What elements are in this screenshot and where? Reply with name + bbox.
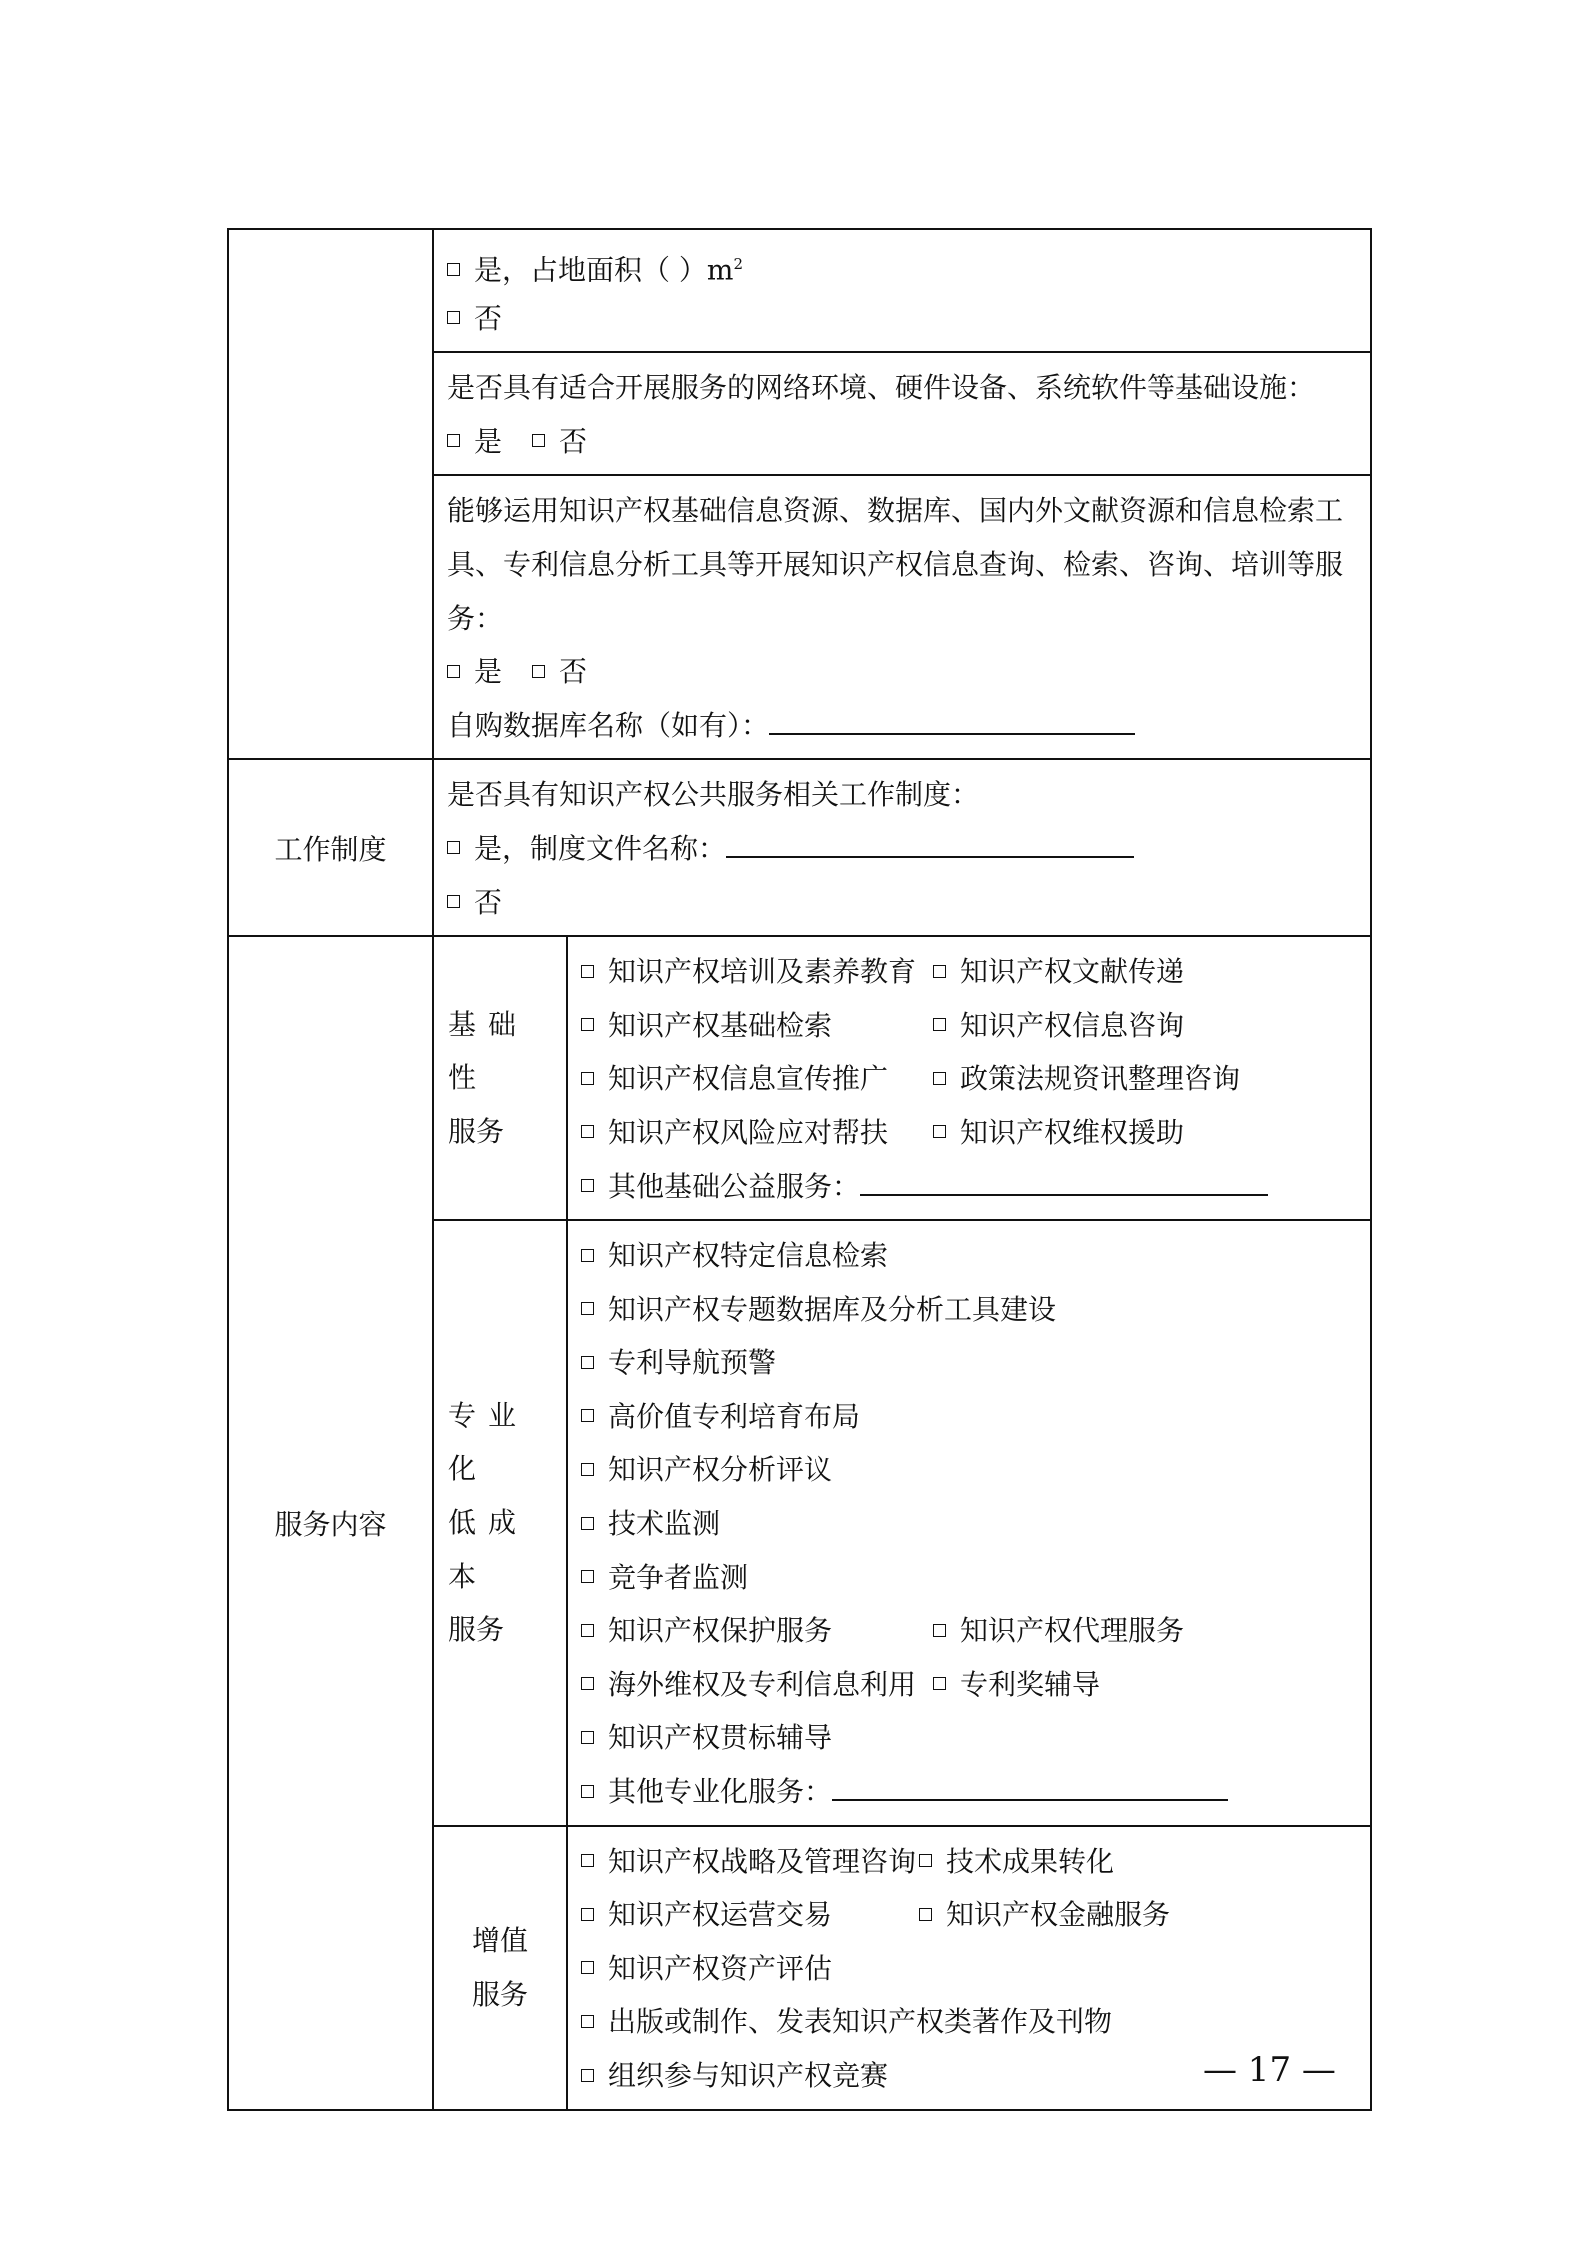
checkbox-database-yes[interactable] bbox=[447, 665, 460, 678]
database-cell bbox=[433, 475, 1371, 759]
basic-row-4 bbox=[581, 1106, 1358, 1160]
va-item-4: 知识产权资产评估 bbox=[608, 1951, 833, 1985]
network-options bbox=[447, 415, 1358, 469]
site-yes-label: 是，占地面积（ ） bbox=[474, 253, 707, 287]
database-yes-label: 是 bbox=[474, 655, 503, 689]
basic-row-2 bbox=[581, 999, 1358, 1053]
basic-item-5: 政策法规资讯整理咨询 bbox=[960, 1062, 1241, 1096]
checkbox-system-yes[interactable] bbox=[447, 841, 460, 854]
checkbox-pro-1[interactable] bbox=[581, 1302, 594, 1315]
application-form-table bbox=[227, 228, 1372, 2111]
pro-row-5 bbox=[581, 1497, 1358, 1551]
basic-label-line1: 基础性 bbox=[448, 1007, 529, 1095]
pro-item-7: 知识产权保护服务 bbox=[608, 1614, 833, 1648]
pro-item-6: 竞争者监测 bbox=[608, 1560, 749, 1594]
checkbox-pro-6[interactable] bbox=[581, 1570, 594, 1583]
checkbox-pro-7[interactable] bbox=[581, 1624, 594, 1637]
professional-label-line3: 服务 bbox=[448, 1613, 505, 1647]
va-row-4 bbox=[581, 1995, 1358, 2049]
checkbox-basic-2[interactable] bbox=[581, 1018, 594, 1031]
pro-other-label: 其他专业化服务： bbox=[608, 1775, 833, 1809]
unit-sup: 2 bbox=[733, 255, 744, 273]
system-file-name-field[interactable] bbox=[726, 822, 1134, 858]
basic-other-field[interactable] bbox=[860, 1160, 1268, 1196]
checkbox-pro-5[interactable] bbox=[581, 1517, 594, 1530]
professional-label-line1: 专业化 bbox=[448, 1398, 529, 1486]
pro-item-9: 海外维权及专利信息利用 bbox=[608, 1667, 917, 1701]
basic-other-line bbox=[581, 1160, 1358, 1214]
basic-item-3: 知识产权信息咨询 bbox=[960, 1008, 1185, 1042]
checkbox-site-no[interactable] bbox=[447, 311, 460, 324]
checkbox-network-no[interactable] bbox=[532, 434, 545, 447]
database-options bbox=[447, 645, 1358, 699]
checkbox-pro-3[interactable] bbox=[581, 1409, 594, 1422]
label-work-system: 工作制度 bbox=[228, 759, 433, 936]
pro-row-3 bbox=[581, 1390, 1358, 1444]
network-yes-label: 是 bbox=[474, 424, 503, 458]
pro-item-4: 知识产权分析评议 bbox=[608, 1453, 833, 1487]
basic-label-line2: 服务 bbox=[448, 1114, 505, 1148]
va-row-3 bbox=[581, 1942, 1358, 1996]
basic-item-1: 知识产权文献传递 bbox=[960, 955, 1185, 989]
network-cell bbox=[433, 352, 1371, 475]
pro-row-4 bbox=[581, 1443, 1358, 1497]
checkbox-pro-10[interactable] bbox=[933, 1677, 946, 1690]
database-question: 能够运用知识产权基础信息资源、数据库、国内外文献资源和信息检索工具、专利信息分析工具等开展知识产权信息查询、检索、咨询、培训等服务： bbox=[447, 494, 1344, 635]
checkbox-pro-9[interactable] bbox=[581, 1677, 594, 1690]
value-added-label-line1: 增值 bbox=[471, 1924, 528, 1958]
pro-item-5: 技术监测 bbox=[608, 1507, 721, 1541]
va-item-0: 知识产权战略及管理咨询 bbox=[608, 1844, 917, 1878]
va-item-3: 知识产权金融服务 bbox=[946, 1898, 1171, 1932]
basic-item-7: 知识产权维权援助 bbox=[960, 1115, 1185, 1149]
checkbox-basic-3[interactable] bbox=[933, 1018, 946, 1031]
value-added-label-line2: 服务 bbox=[471, 1977, 528, 2011]
pro-row-9 bbox=[581, 1711, 1358, 1765]
checkbox-system-no[interactable] bbox=[447, 895, 460, 908]
site-no-label: 否 bbox=[474, 301, 503, 335]
site-no-line bbox=[447, 292, 1358, 346]
checkbox-pro-0[interactable] bbox=[581, 1249, 594, 1262]
va-row-2 bbox=[581, 1888, 1358, 1942]
checkbox-database-no[interactable] bbox=[532, 665, 545, 678]
pro-item-0: 知识产权特定信息检索 bbox=[608, 1239, 889, 1273]
row-basic-services bbox=[228, 936, 1371, 1220]
checkbox-pro-8[interactable] bbox=[933, 1624, 946, 1637]
pro-row-0 bbox=[581, 1229, 1358, 1283]
label-service-content: 服务内容 bbox=[228, 936, 433, 2109]
page-number: — 17 — bbox=[1203, 2050, 1336, 2090]
pro-item-3: 高价值专利培育布局 bbox=[608, 1399, 861, 1433]
label-professional-services bbox=[433, 1220, 567, 1826]
va-item-5: 出版或制作、发表知识产权类著作及刊物 bbox=[608, 2005, 1113, 2039]
checkbox-basic-5[interactable] bbox=[933, 1072, 946, 1085]
system-yes-label: 是，制度文件名称： bbox=[474, 831, 727, 865]
pro-row-7 bbox=[581, 1604, 1358, 1658]
row-site-area bbox=[228, 229, 1371, 352]
work-system-cell bbox=[433, 759, 1371, 936]
network-question: 是否具有适合开展服务的网络环境、硬件设备、系统软件等基础设施： bbox=[447, 371, 1316, 405]
va-item-6: 组织参与知识产权竞赛 bbox=[608, 2059, 889, 2092]
basic-row-3 bbox=[581, 1052, 1358, 1106]
pro-row-2 bbox=[581, 1336, 1358, 1390]
checkbox-basic-other[interactable] bbox=[581, 1179, 594, 1192]
system-no-label: 否 bbox=[474, 885, 503, 919]
checkbox-va-1[interactable] bbox=[919, 1854, 932, 1867]
checkbox-basic-0[interactable] bbox=[581, 965, 594, 978]
checkbox-va-5[interactable] bbox=[581, 2015, 594, 2028]
basic-item-6: 知识产权风险应对帮扶 bbox=[608, 1115, 889, 1149]
label-value-added-services bbox=[433, 1826, 567, 2110]
self-db-name-field[interactable] bbox=[769, 699, 1135, 735]
va-row-1 bbox=[581, 1835, 1358, 1889]
checkbox-va-6[interactable] bbox=[581, 2069, 594, 2082]
self-db-line bbox=[447, 699, 1358, 753]
pro-item-11: 知识产权贯标辅导 bbox=[608, 1721, 833, 1755]
unit-m: m bbox=[706, 253, 734, 287]
va-item-2: 知识产权运营交易 bbox=[608, 1898, 833, 1932]
pro-item-1: 知识产权专题数据库及分析工具建设 bbox=[608, 1292, 1057, 1326]
pro-row-1 bbox=[581, 1283, 1358, 1337]
basic-services-cell bbox=[567, 936, 1371, 1220]
basic-item-4: 知识产权信息宣传推广 bbox=[608, 1062, 889, 1096]
checkbox-pro-4[interactable] bbox=[581, 1463, 594, 1476]
pro-row-8 bbox=[581, 1658, 1358, 1712]
checkbox-pro-other[interactable] bbox=[581, 1785, 594, 1798]
professional-services-cell bbox=[567, 1220, 1371, 1826]
checkbox-va-2[interactable] bbox=[581, 1908, 594, 1921]
pro-item-2: 专利导航预警 bbox=[608, 1346, 777, 1380]
pro-other-field[interactable] bbox=[832, 1765, 1228, 1801]
checkbox-network-yes[interactable] bbox=[447, 434, 460, 447]
work-system-yes-line bbox=[447, 822, 1358, 876]
basic-row-1 bbox=[581, 945, 1358, 999]
checkbox-va-0[interactable] bbox=[581, 1854, 594, 1867]
self-db-label: 自购数据库名称（如有）： bbox=[447, 708, 770, 742]
checkbox-pro-11[interactable] bbox=[581, 1731, 594, 1744]
professional-label-line2: 低成本 bbox=[448, 1506, 529, 1593]
database-no-label: 否 bbox=[559, 655, 588, 689]
checkbox-va-4[interactable] bbox=[581, 1961, 594, 1974]
checkbox-basic-6[interactable] bbox=[581, 1125, 594, 1138]
checkbox-basic-7[interactable] bbox=[933, 1125, 946, 1138]
basic-item-2: 知识产权基础检索 bbox=[608, 1008, 833, 1042]
basic-other-label: 其他基础公益服务： bbox=[608, 1169, 861, 1203]
network-no-label: 否 bbox=[559, 424, 588, 458]
label-cell-facilities bbox=[228, 229, 433, 759]
work-system-no-line bbox=[447, 876, 1358, 930]
pro-other-line bbox=[581, 1765, 1358, 1819]
row-work-system bbox=[228, 759, 1371, 936]
label-basic-services bbox=[433, 936, 567, 1220]
site-area-cell bbox=[433, 229, 1371, 352]
basic-item-0: 知识产权培训及素养教育 bbox=[608, 955, 917, 989]
pro-item-8: 知识产权代理服务 bbox=[960, 1614, 1185, 1648]
pro-item-10: 专利奖辅导 bbox=[960, 1667, 1101, 1701]
checkbox-site-yes[interactable] bbox=[447, 263, 460, 276]
checkbox-pro-2[interactable] bbox=[581, 1356, 594, 1369]
checkbox-va-3[interactable] bbox=[919, 1908, 932, 1921]
checkbox-basic-1[interactable] bbox=[933, 965, 946, 978]
va-item-1: 技术成果转化 bbox=[946, 1844, 1115, 1878]
site-yes-line bbox=[447, 238, 1358, 292]
work-system-question: 是否具有知识产权公共服务相关工作制度： bbox=[447, 778, 980, 812]
pro-row-6 bbox=[581, 1551, 1358, 1605]
checkbox-basic-4[interactable] bbox=[581, 1072, 594, 1085]
